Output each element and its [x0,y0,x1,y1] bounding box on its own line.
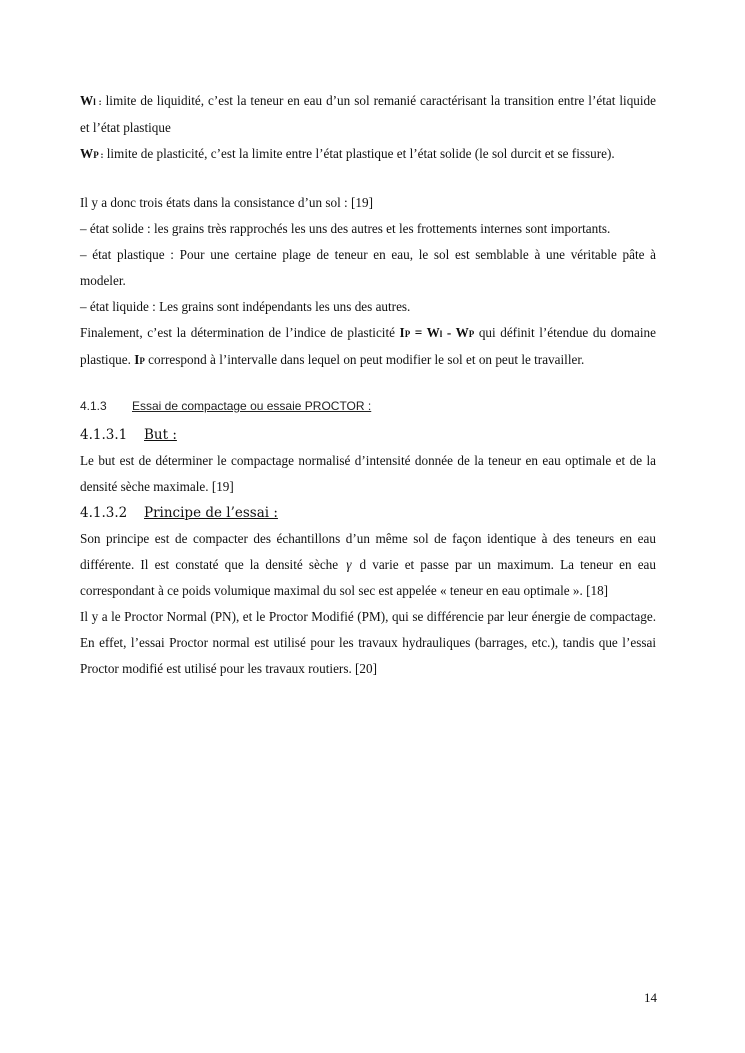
subsection-title: But : [144,427,177,443]
subsection-heading-but [80,422,656,448]
principe-text-b: d varie et passe par un maximum. La teneur en eau correspondant à ce poids volumique maximal du sol sec est appelée « teneur en eau optimale ». [18] [80,557,656,598]
section-title: Essai de compactage ou essaie PROCTOR : [132,399,372,413]
wp-text: limite de plasticité, c’est la limite entre l’état plastique et l’état solide (le sol durcit et se fissure). [103,146,615,161]
state-plastic: – état plastique : Pour une certaine plage de teneur en eau, le sol est semblable à une véritable pâte à modeler. [80,247,656,288]
plasticity-index-paragraph [80,320,656,374]
subsection-number: 4.1.3.1 [80,427,128,443]
formula-ip: I [399,325,405,340]
section-number: 4.1.3 [80,399,107,413]
wl-symbol: W [80,93,94,108]
definition-wl [80,88,656,141]
subsection-title: Principe de l’essai : [144,505,278,521]
wp-subscript: P : [93,150,104,160]
wp-symbol: W [80,146,94,161]
wl-subscript: l : [93,97,102,107]
wl-text: limite de liquidité, c’est la teneur en eau d’un sol remanié caractérisant la transition entre l’état liquide et l’état plastique [80,93,656,135]
final-text-a: Finalement, c’est la détermination de l’indice de plasticité [80,325,400,340]
formula-ip-sub: P [404,329,411,339]
ip-symbol: I [134,352,140,367]
formula-wl-sub: l [439,329,443,339]
final-text-c: correspond à l’intervalle dans lequel on peut modifier le sol et on peut le travailler. [144,352,585,367]
state-solid: – état solide : les grains très rapprochés les uns des autres et les frottements internes sont importants. [80,221,611,236]
formula-wp-sub: P [468,329,475,339]
final-text-b: qui définit l’étendue du domaine plastique. [80,325,657,367]
formula-minus: - W [442,325,469,340]
section-heading-4-1-3 [80,396,656,416]
gamma-symbol: γ [346,557,352,572]
proctor-paragraph: Il y a le Proctor Normal (PN), et le Proctor Modifié (PM), qui se différencie par leur énergie de compactage. En effet, l’essai Proctor normal est utilisé pour les travaux hydrauliques (barrages, etc.), tandis que l’essai Proctor modifié est utilisé pour les travaux routiers. [20] [80,609,656,676]
definition-wp [80,141,656,168]
ip-symbol-sub: P [139,356,145,366]
but-paragraph: Le but est de déterminer le compactage normalisé d’intensité donnée de la teneur en eau optimale et de la densité sèche maximale. [19] [80,453,656,494]
page-number: 14 [644,990,657,1005]
principe-paragraph [80,526,656,604]
subsection-number: 4.1.3.2 [80,505,128,521]
page-content [80,88,656,682]
formula-eq: = W [410,325,440,340]
states-intro: Il y a donc trois états dans la consistance d’un sol : [19] [80,195,373,210]
principe-text-a: Son principe est de compacter des échantillons d’un même sol de façon identique à des teneurs en eau différente. Il est constaté que la densité sèche [80,531,656,572]
subsection-heading-principe [80,500,656,526]
state-liquid: – état liquide : Les grains sont indépendants les uns des autres. [80,299,411,314]
